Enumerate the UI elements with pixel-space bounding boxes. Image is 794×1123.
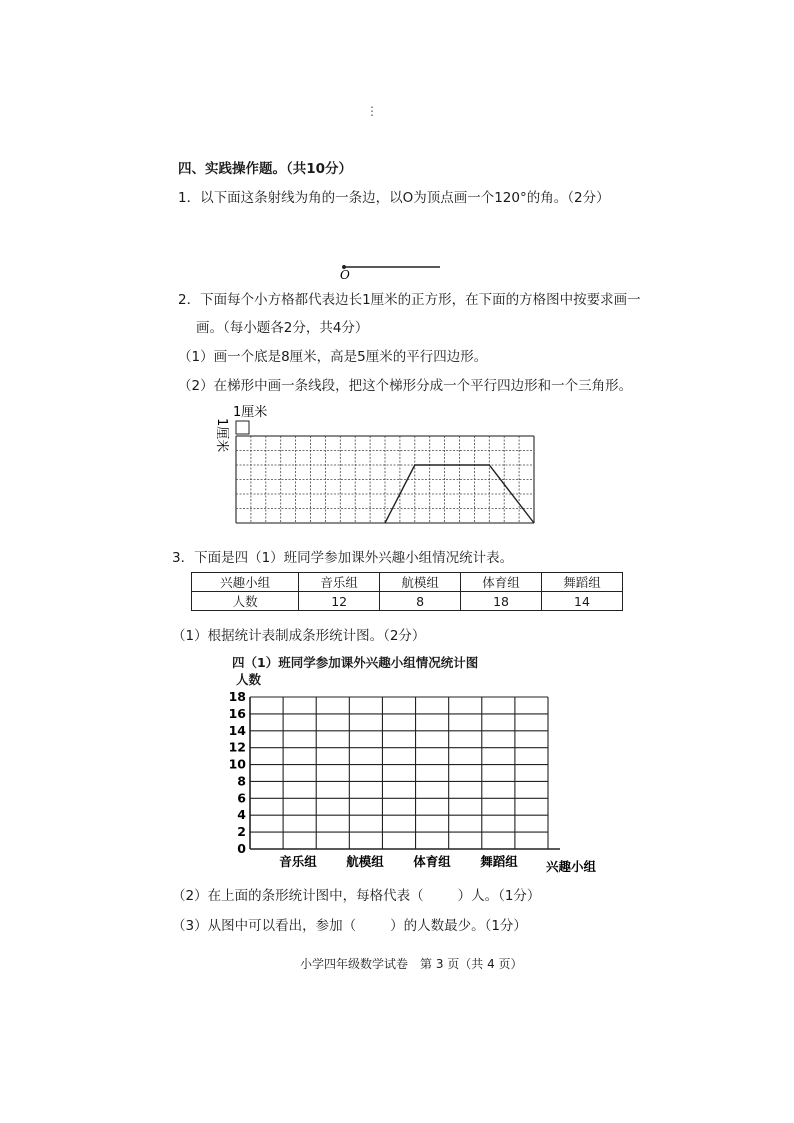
q2-sub2: （2）在梯形中画一条线段，把这个梯形分成一个平行四边形和一个三角形。 bbox=[178, 378, 633, 394]
chart-title: 四（1）班同学参加课外兴趣小组情况统计图 bbox=[232, 655, 479, 670]
stray-mark: ⋮ bbox=[366, 104, 378, 118]
y-tick-label: 16 bbox=[228, 705, 246, 721]
bar-chart-grid bbox=[250, 697, 548, 849]
q3-sub1: （1）根据统计表制成条形统计图。（2分） bbox=[172, 628, 426, 644]
page-footer: 小学四年级数学试卷 第 3 页（共 4 页） bbox=[300, 957, 523, 971]
q3-sub3-part-a: （3）从图中可以看出，参加（ bbox=[172, 918, 357, 934]
q3-intro: 3．下面是四（1）班同学参加课外兴趣小组情况统计表。 bbox=[172, 550, 514, 566]
chart-ylabel: 人数 bbox=[236, 672, 262, 687]
x-category-label: 体育组 bbox=[413, 854, 451, 869]
x-category-label: 航模组 bbox=[346, 854, 384, 869]
q3-sub2-part-a: （2）在上面的条形统计图中，每格代表（ bbox=[172, 888, 424, 904]
y-tick-label: 2 bbox=[237, 824, 246, 840]
y-tick-label: 8 bbox=[237, 773, 246, 789]
q3-sub3-part-b: ）的人数最少。（1分） bbox=[390, 918, 527, 934]
square-grid bbox=[236, 436, 534, 523]
y-tick-label: 10 bbox=[228, 756, 246, 772]
table-cell: 航模组 bbox=[380, 573, 461, 592]
table-cell: 体育组 bbox=[461, 573, 542, 592]
y-tick-label: 0 bbox=[237, 841, 246, 856]
x-axis-label: 兴趣小组 bbox=[546, 859, 597, 874]
x-category-labels bbox=[279, 854, 518, 869]
table-cell: 人数 bbox=[192, 592, 299, 611]
q2-line2: 画。（每小题各2分，共4分） bbox=[196, 320, 369, 336]
y-tick-label: 14 bbox=[228, 722, 246, 738]
unit-label-top: 1厘米 bbox=[233, 405, 268, 420]
y-tick-label: 18 bbox=[228, 689, 246, 704]
q2-sub1: （1）画一个底是8厘米，高是5厘米的平行四边形。 bbox=[178, 349, 488, 365]
table-cell: 18 bbox=[461, 592, 542, 611]
y-tick-labels bbox=[229, 689, 247, 856]
table-cell: 音乐组 bbox=[299, 573, 380, 592]
vertex-label: O bbox=[340, 268, 350, 282]
y-tick-label: 6 bbox=[237, 790, 246, 806]
table-cell: 8 bbox=[380, 592, 461, 611]
table-cell: 舞蹈组 bbox=[542, 573, 623, 592]
unit-label-side: 1厘米 bbox=[214, 418, 229, 453]
x-category-label: 音乐组 bbox=[279, 854, 317, 869]
x-category-label: 舞蹈组 bbox=[480, 854, 518, 869]
unit-square bbox=[236, 421, 249, 434]
y-tick-label: 4 bbox=[237, 807, 246, 823]
q1-text: 1．以下面这条射线为角的一条边，以O为顶点画一个120°的角。（2分） bbox=[178, 190, 610, 206]
y-tick-label: 12 bbox=[228, 739, 246, 755]
q3-sub2-part-b: ）人。（1分） bbox=[457, 888, 541, 904]
section-title: 四、实践操作题。（共10分） bbox=[178, 161, 353, 177]
ray-figure bbox=[340, 265, 440, 282]
q2-line1: 2．下面每个小方格都代表边长1厘米的正方形，在下面的方格图中按要求画一 bbox=[178, 292, 641, 308]
table-cell: 14 bbox=[542, 592, 623, 611]
table-cell: 12 bbox=[299, 592, 380, 611]
table-cell: 兴趣小组 bbox=[192, 573, 299, 592]
